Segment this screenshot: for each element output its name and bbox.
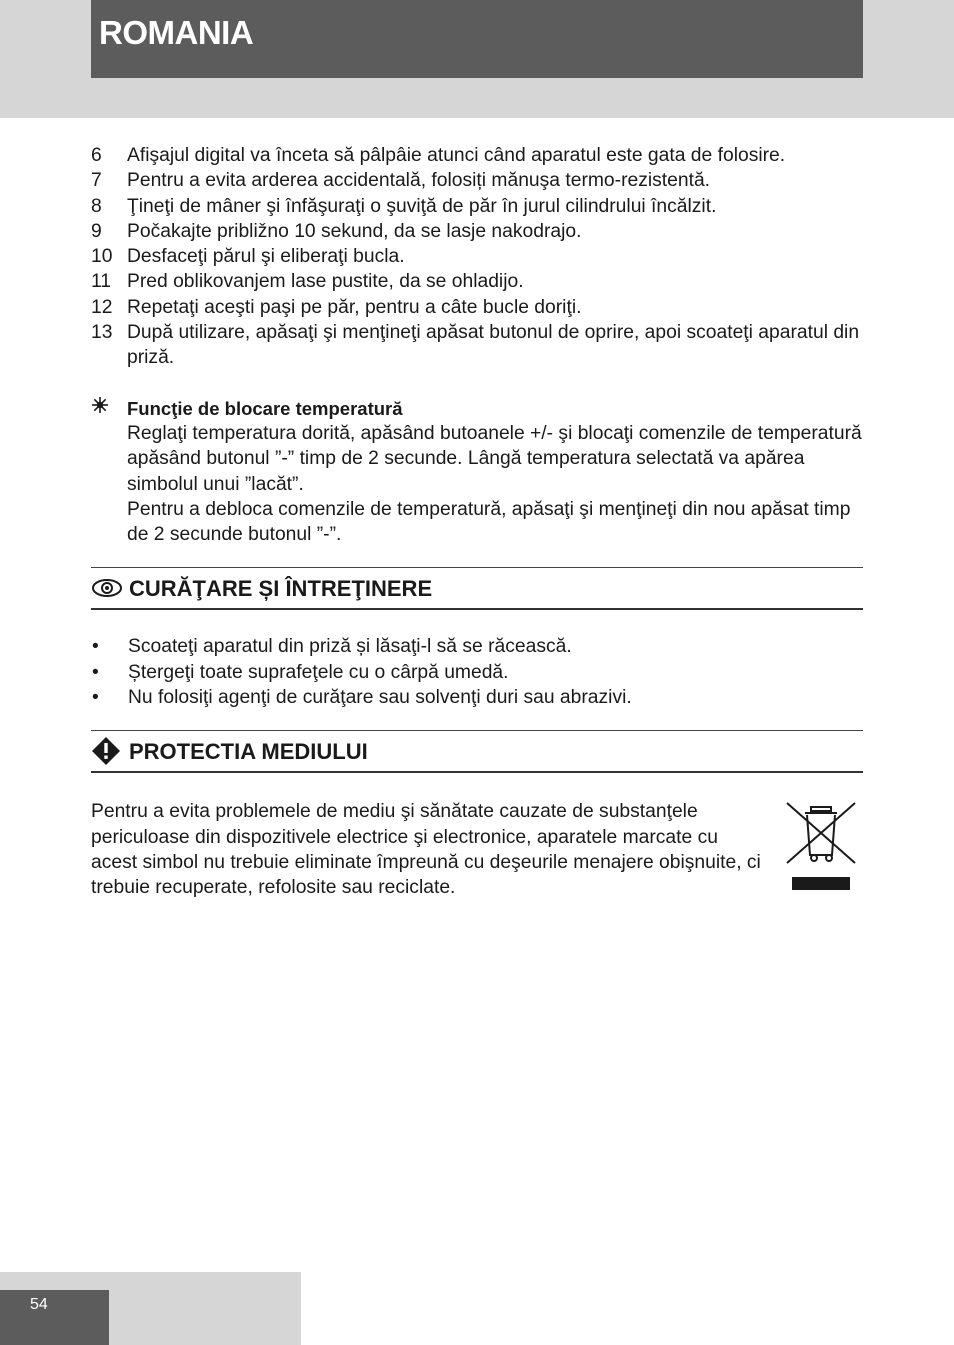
bullet-icon: • <box>92 661 99 683</box>
step-item <box>91 168 863 193</box>
step-text: Ţineţi de mâner şi înfăşuraţi o şuviţă de păr în jurul cilindrului încălzit. <box>127 195 717 217</box>
step-text: Repetaţi aceşti paşi pe păr, pentru a câte bucle doriţi. <box>127 296 582 318</box>
list-item-text: Scoateţi aparatul din priză și lăsaţi-l să se răcească. <box>128 636 572 658</box>
step-text: Pentru a evita arderea accidentală, folosiți mănuşa termo-rezistentă. <box>127 170 711 192</box>
environment-text: Pentru a evita problemele de mediu şi sănătate cauzate de substanţele periculoase din dispozitivele electrice şi electronice, aparatele marcate cu acest simbol nu trebuie eliminate împreună cu deşeurile menajere obişnuite, ci trebuie recuperate, refolosite sau reciclate. <box>91 801 761 899</box>
list-item-text: Ștergeţi toate suprafeţele cu o cârpă umedă. <box>128 661 509 683</box>
step-text: Afişajul digital va înceta să pâlpâie atunci când aparatul este gata de folosire. <box>127 145 786 166</box>
step-number: 10 <box>91 246 113 268</box>
feature-paragraph-1: Reglaţi temperatura dorită, apăsând butoanele +/- şi blocaţi comenzile de temperatură apăsând butonul ”-” timp de 2 secunde. Lângă temperatura selectată va apărea simbolul unui ”lacăt”. <box>127 422 862 495</box>
steps-list <box>91 143 863 371</box>
step-text: Pred oblikovanjem lase pustite, da se ohladijo. <box>127 271 524 293</box>
page-title: ROMANIA <box>99 14 254 51</box>
step-item <box>91 295 863 320</box>
page-number: 54 <box>30 1296 48 1313</box>
list-item <box>91 660 863 685</box>
step-number: 9 <box>91 220 102 242</box>
feature-block <box>91 396 863 548</box>
step-number: 7 <box>91 170 102 192</box>
crossed-bin-icon <box>783 799 863 900</box>
step-number: 8 <box>91 195 102 217</box>
environment-heading <box>91 730 863 773</box>
step-number: 6 <box>91 145 102 166</box>
cleaning-title: CURĂŢARE ȘI ÎNTREŢINERE <box>129 575 433 601</box>
step-item <box>91 194 863 219</box>
step-number: 13 <box>91 322 113 344</box>
step-number: 12 <box>91 296 113 318</box>
list-item <box>91 685 863 710</box>
feature-title: Funcţie de blocare temperatură <box>127 397 403 419</box>
bullet-icon: • <box>92 687 99 709</box>
footer-box <box>0 1290 109 1345</box>
main-content <box>91 143 863 901</box>
cleaning-list <box>91 634 863 710</box>
star-icon <box>91 396 127 548</box>
bullet-icon: • <box>92 636 99 658</box>
list-item-text: Nu folosiţi agenţi de curăţare sau solvenţi duri sau abrazivi. <box>128 687 632 709</box>
step-text: După utilizare, apăsaţi şi menţineţi apăsat butonul de oprire, apoi scoateţi aparatul din priză. <box>127 322 860 369</box>
step-item <box>91 219 863 244</box>
feature-paragraph-2: Pentru a debloca comenzile de temperatură, apăsaţi şi menţineţi din nou apăsat timp de 2 secunde butonul ”-”. <box>127 498 851 546</box>
list-item <box>91 634 863 659</box>
eye-icon <box>91 578 129 598</box>
step-item <box>91 320 863 371</box>
step-text: Počakajte približno 10 sekund, da se lasje nakodrajo. <box>127 220 582 242</box>
environment-title: PROTECTIA MEDIULUI <box>129 738 368 764</box>
title-bar <box>91 0 863 78</box>
step-item <box>91 143 863 168</box>
warning-icon <box>91 736 129 766</box>
step-text: Desfaceţi părul şi eliberaţi bucla. <box>127 246 405 268</box>
cleaning-heading <box>91 567 863 610</box>
step-number: 11 <box>91 271 112 293</box>
step-item <box>91 244 863 269</box>
environment-block <box>91 799 863 900</box>
step-item <box>91 269 863 294</box>
